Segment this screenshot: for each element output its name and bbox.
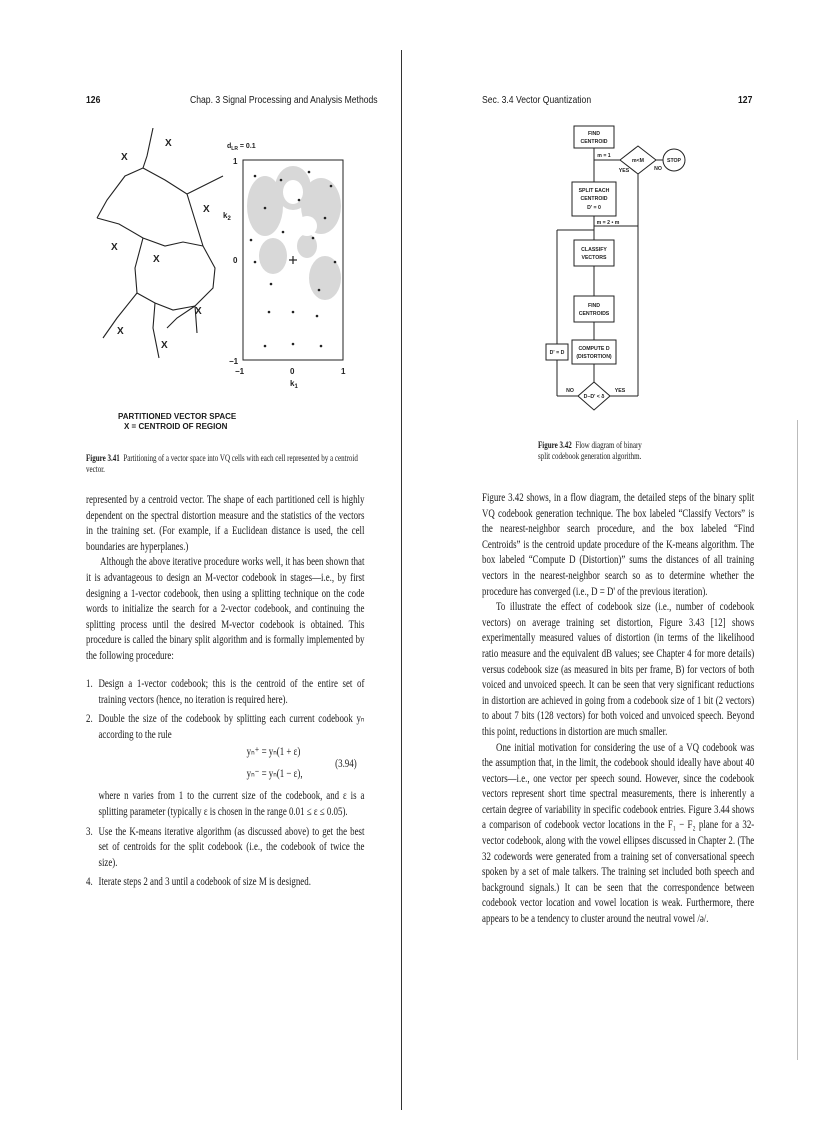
- svg-text:CLASSIFY: CLASSIFY: [581, 247, 607, 253]
- svg-text:CENTROID: CENTROID: [580, 196, 608, 202]
- compute-box: [572, 340, 616, 364]
- left-running-head: Chap. 3 Signal Processing and Analysis Methods: [190, 94, 378, 106]
- left-body-text: [86, 493, 364, 665]
- right-paragraph-3: One initial motivation for considering the use of a VQ codebook was the assumption that, in the limit, the codebook should ideally have about 40 vectors—i.e., one vector per speech sound. However, since the codebook vectors represent short time spectral measurements, there is inherently a certain degree of variability in specific codebook entries. Figure 3.44 shows a comparison of codebook vector locations in the F₁ − F₂ plane for a 32-vector codebook, along with the vowel ellipses discussed in Chapter 2. (The 32 codewords were generated from a training set of conversational speech spoken by a set of male talkers. The training set included both speech and background signals.) It can be seen that the correspondence between codebook vector location and vowel location is weak. Furthermore, there appears to be a tendency to cluster around the neutral vowel /ə/.: [482, 741, 755, 926]
- svg-text:m<M: m<M: [632, 158, 644, 164]
- svg-text:m = 2 • m: m = 2 • m: [596, 220, 620, 226]
- svg-text:FIND: FIND: [587, 303, 601, 309]
- svg-text:m = 1: m = 1: [597, 153, 611, 159]
- svg-text:VECTORS: VECTORS: [581, 255, 607, 261]
- find-centroids-box: [574, 296, 614, 322]
- svg-text:CENTROID: CENTROID: [580, 139, 608, 145]
- threshold-label: $d_{LR} = 0.1$: [227, 143, 256, 152]
- right-paragraph-2: To illustrate the effect of codebook size (i.e., number of codebook vectors) on average training set distortion, Figure 3.43 [12] shows experimentally measured values of distortion (in terms of the likelihood ratio measure and the equivalent dB values; see Chapter 4 for more details) versus codebook size (as measured in bits per frame, B) for vectors of both voiced and unvoiced speech. It can be seen that very significant reductions in distortion are achieved in going from a codebook size of 1 bit (2 vectors) to about 7 bits (128 vectors) for both voiced and unvoiced speech. Beyond this point, reductions in distortion are much smaller.: [482, 601, 755, 738]
- procedure-step-2: 2. Double the size of the codebook by splitting each current codebook yₙ according to the rule yₙ⁺ = yₙ(1 + ε) yₙ⁻ = yₙ(1 − ε), (3.94) where n varies from 1 to the current size of the codebook, and ε is a splitting parameter (typically ε is chosen in the range 0.01 ≤ ε ≤ 0.05).: [86, 713, 365, 818]
- right-page-number: 127: [738, 94, 753, 106]
- centroid-x-mark: X: [165, 138, 172, 149]
- svg-text:(DISTORTION): (DISTORTION): [576, 354, 612, 360]
- left-page-number: 126: [86, 94, 101, 106]
- right-running-head: Sec. 3.4 Vector Quantization: [482, 94, 592, 106]
- centroid-x-mark: X: [121, 152, 128, 163]
- svg-text:D' = 0: D' = 0: [587, 205, 601, 211]
- axis-x-label: $k_1$: [290, 379, 298, 390]
- procedure-step-1: 1. Design a 1-vector codebook; this is the centroid of the entire set of training vectors (hence, no iteration is required here).: [86, 678, 365, 706]
- figure-3-42-caption: Figure 3.42 Flow diagram of binary split codebook generation algorithm.: [538, 440, 642, 461]
- centroid-x-mark: X: [195, 306, 202, 317]
- tick-x-right: 1: [341, 367, 346, 376]
- equation-note: where n varies from 1 to the current size of the codebook, and ε is a splitting parameter (typically ε is chosen in the range 0.01 ≤ ε ≤ 0.05).: [98, 790, 365, 818]
- svg-text:D−D' < δ: D−D' < δ: [583, 394, 605, 400]
- left-procedure: [86, 677, 364, 895]
- svg-text:CENTROIDS: CENTROIDS: [578, 311, 610, 317]
- figure-3-41-partition: [95, 128, 365, 408]
- centroid-x-mark: X: [161, 340, 168, 351]
- tick-y-mid: 0: [233, 256, 238, 265]
- figure-3-42-flow-diagram: [528, 120, 698, 430]
- centroid-x-mark: X: [203, 204, 210, 215]
- equation-3-94: yₙ⁺ = yₙ(1 + ε) yₙ⁻ = yₙ(1 − ε), (3.94): [246, 746, 357, 781]
- svg-text:NO: NO: [566, 388, 574, 394]
- tick-y-top: 1: [233, 157, 238, 166]
- svg-text:YES: YES: [614, 388, 626, 394]
- tick-x-mid: 0: [290, 367, 295, 376]
- left-paragraph-2: Although the above iterative procedure works well, it has been shown that it is advantageous to design an M-vector codebook in stages—i.e., by first designing a 1-vector codebook, then using a splitting technique on the code words to initialize the search for a 2-vector codebook, and continuing the splitting process until the desired M-vector codebook is obtained. This procedure is called the binary split algorithm and is formally implemented by the following procedure:: [86, 556, 365, 662]
- centroid-x-mark: X: [111, 242, 118, 253]
- figure-label-line1: PARTITIONED VECTOR SPACE: [118, 412, 237, 421]
- svg-text:FIND: FIND: [587, 131, 601, 137]
- classify-box: [574, 240, 614, 266]
- svg-text:NO: NO: [654, 166, 662, 172]
- right-body-text: [482, 491, 754, 928]
- svg-text:STOP: STOP: [666, 158, 682, 164]
- centroid-x-mark: X: [117, 326, 124, 337]
- figure-3-41-caption: Figure 3.41 Partitioning of a vector space into VQ cells with each cell represented by a centroid vector.: [86, 453, 358, 474]
- tick-y-bottom: −1: [229, 357, 239, 366]
- right-page: [408, 0, 816, 1123]
- axis-y-label: $k_2$: [223, 211, 231, 222]
- svg-text:D' = D: D' = D: [549, 350, 565, 356]
- svg-text:YES: YES: [618, 168, 630, 174]
- svg-text:COMPUTE D: COMPUTE D: [578, 346, 610, 352]
- svg-text:SPLIT EACH: SPLIT EACH: [578, 188, 610, 194]
- tick-x-left: −1: [235, 367, 245, 376]
- procedure-step-3: 3. Use the K-means iterative algorithm (as discussed above) to get the best set of centroids for the split codebook (i.e., the codebook of twice the size).: [86, 825, 365, 869]
- centroid-x-mark: X: [153, 254, 160, 265]
- figure-label-line2: X = CENTROID OF REGION: [124, 422, 228, 431]
- origin-cross: [289, 256, 297, 264]
- left-paragraph-1: represented by a centroid vector. The shape of each partitioned cell is highly dependent on the spectral distortion measure and the statistics of the vectors in the training set. (For example, if a Euclidean distance is used, the cell boundaries are hyperplanes.): [86, 494, 365, 553]
- procedure-step-4: 4. Iterate steps 2 and 3 until a codebook of size M is designed.: [86, 876, 311, 889]
- right-paragraph-1: Figure 3.42 shows, in a flow diagram, the detailed steps of the binary split VQ codebook generation technique. The box labeled “Classify Vectors” is the nearest-neighbor search procedure, and the box labeled “Find Centroids” is the centroid update procedure of the K-means algorithm. The box labeled “Compute D (Distortion)” sums the distances of all training vectors in the nearest-neighbor search so as to determine whether the procedure has converged (i.e., D = D' of the previous iteration).: [482, 492, 755, 598]
